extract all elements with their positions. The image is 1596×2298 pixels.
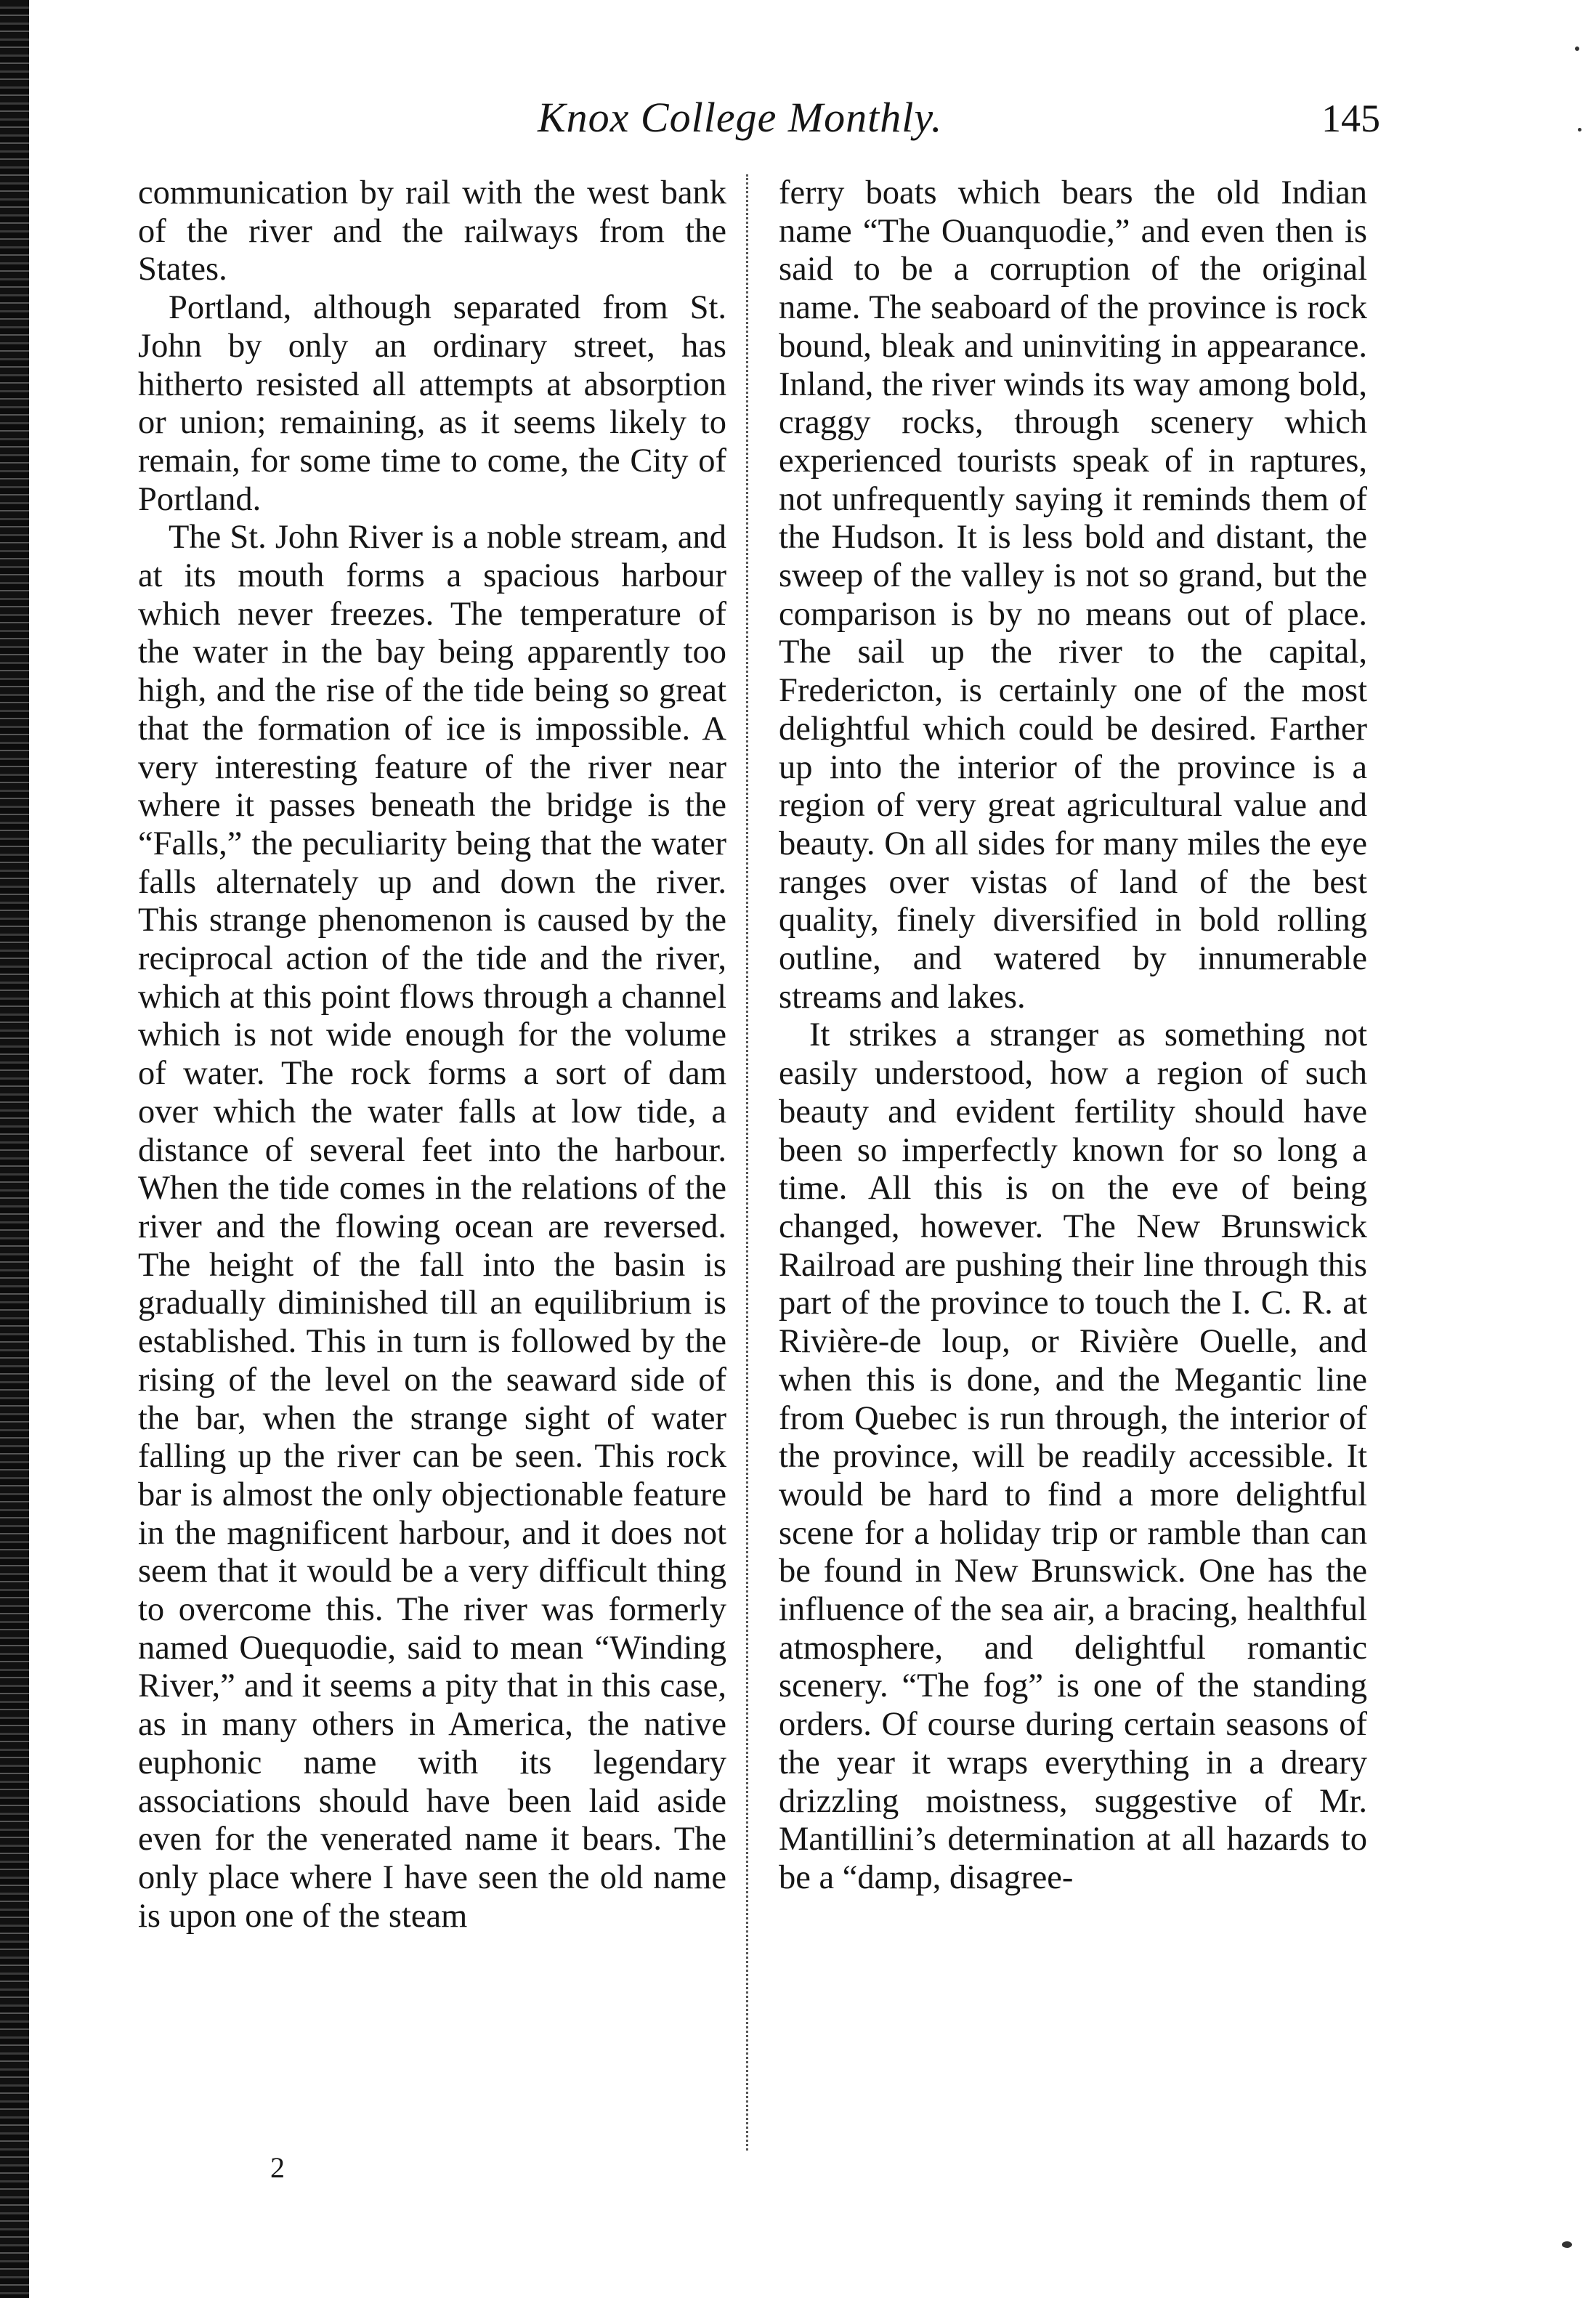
paragraph: The St. John River is a noble stream, and at its mouth forms a spacious harbour which never freezes. The temperature of the water in the bay being apparently too high, and the rise of the tide being so great that the formation of ice is impossible. A very interesting feature of the river near where it passes beneath the bridge is the “Falls,” the peculiarity being that the water falls alternately up and down the river. This strange phenomenon is caused by the reciprocal action of the tide and the river, which at this point flows through a channel which is not wide enough for the volume of water. The rock forms a sort of dam over which the water falls at low tide, a distance of several feet into the harbour. When the tide comes in the relations of the river and the flowing ocean are reversed. The height of the fall into the basin is gradually diminished till an equilibrium is established. This in turn is followed by the rising of the level on the seaward side of the bar, when the strange sight of water falling up the river can be seen. This rock bar is almost the only objectionable feature in the magnificent harbour, and it does not seem that it would be a very difficult thing to overcome this. The river was formerly named Ouequodie, said to mean “Winding River,” and it seems a pity that in this case, as in many others in America, the native euphonic name with its legendary associations should have been laid aside even for the venerated name it bears. The only place where I have seen the old name is upon one of the steam xyxy=(138,519,726,1935)
scan-binding-edge xyxy=(0,0,29,2298)
running-title: Knox College Monthly. xyxy=(538,94,943,141)
paragraph: ferry boats which bears the old Indian name “The Ouanquodie,” and even then is said to be a corruption of the original name. The seaboard of the province is rock bound, bleak and uninviting in appearance. Inland, the river winds its way among bold, craggy rocks, through scenery which experienced tourists speak of in raptures, not unfrequently saying it reminds them of the Hudson. It is less bold and distant, the sweep of the valley is not so grand, but the comparison is by no means out of place. The sail up the river to the capital, Fredericton, is certainly one of the most delightful which could be desired. Farther up into the interior of the province is a region of very great agricultural value and beauty. On all sides for many miles the eye ranges over vistas of land of the best quality, finely diversified in bold rolling outline, and watered by innumerable streams and lakes. xyxy=(779,174,1367,1016)
right-column xyxy=(779,174,1367,2151)
scan-speck xyxy=(1562,2241,1572,2248)
left-column xyxy=(138,174,726,2151)
paragraph: communication by rail with the west bank of the river and the railways from the States. xyxy=(138,174,726,288)
page-header xyxy=(87,93,1380,151)
page-number: 145 xyxy=(1321,97,1380,140)
paragraph: Portland, although separated from St. John by only an ordinary street, has hitherto resisted all attempts at absorption or union; remaining, as it seems likely to remain, for some time to come, the City of Portland. xyxy=(138,289,726,518)
column-divider xyxy=(746,174,748,2151)
paragraph: It strikes a stranger as something not easily understood, how a region of such beauty and evident fertility should have been so imperfectly known for so long a time. All this is on the eve of being changed, however. The New Brunswick Railroad are pushing their line through this part of the province to touch the I. C. R. at Rivière-de loup, or Rivière Ouelle, and when this is done, and the Megantic line from Quebec is run through, the interior of the province, will be readily accessible. It would be hard to find a more delightful scene for a holiday trip or ramble than can be found in New Brunswick. One has the influence of the sea air, a bracing, healthful atmosphere, and delightful romantic scenery. “The fog” is one of the standing orders. Of course during certain seasons of the year it wraps everything in a dreary drizzling moistness, suggestive of Mr. Mantillini’s determination at all hazards to be a “damp, disagree- xyxy=(779,1016,1367,1896)
signature-mark: 2 xyxy=(270,2151,285,2184)
scan-speck xyxy=(1578,128,1581,132)
scan-speck xyxy=(1575,46,1579,51)
